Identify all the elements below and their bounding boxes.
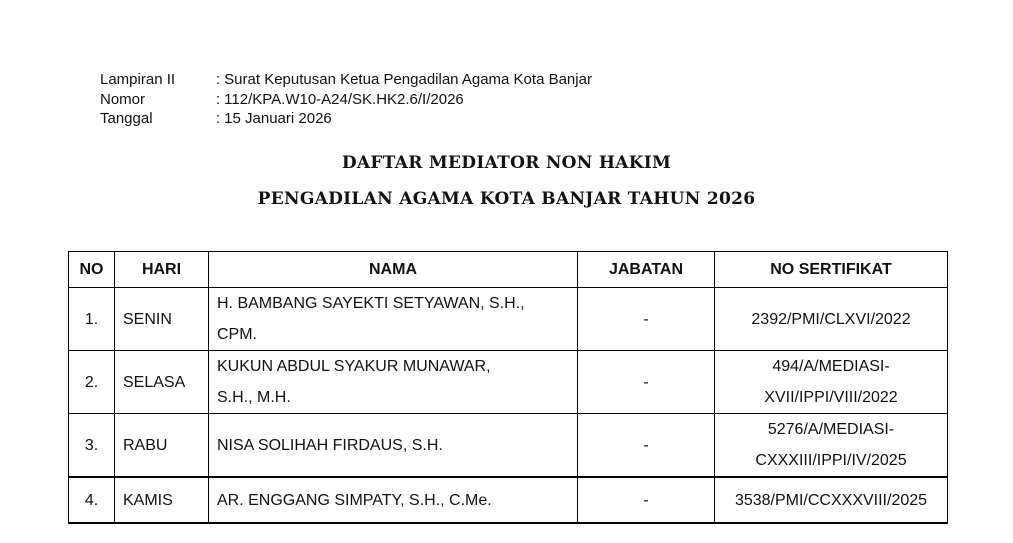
- header-label: Nomor: [100, 90, 146, 108]
- column-header-jabatan: JABATAN: [578, 252, 715, 288]
- cell-hari: RABU: [115, 414, 209, 478]
- column-header-no: NO: [69, 252, 115, 288]
- cell-jabatan: -: [578, 351, 715, 414]
- header-separator: :: [216, 71, 221, 88]
- sertifikat-line: 494/A/MEDIASI-: [772, 358, 890, 375]
- cell-hari: KAMIS: [115, 477, 209, 523]
- cell-hari: SENIN: [115, 288, 209, 351]
- nama-line: AR. ENGGANG SIMPATY, S.H., C.Me.: [217, 491, 492, 509]
- cell-sertifikat: [715, 477, 948, 523]
- cell-sertifikat: [715, 351, 948, 414]
- cell-sertifikat: [715, 414, 948, 478]
- sertifikat-line: 3538/PMI/CCXXXVIII/2025: [734, 491, 928, 509]
- cell-hari: SELASA: [115, 351, 209, 414]
- cell-jabatan: -: [578, 477, 715, 523]
- table-header-row: [69, 252, 948, 288]
- header-value: Surat Keputusan Ketua Pengadilan Agama Kota Banjar: [224, 71, 592, 88]
- header-separator: :: [216, 90, 221, 108]
- cell-no: 2.: [69, 351, 115, 414]
- nama-line: S.H., M.H.: [217, 389, 291, 406]
- header-separator: :: [216, 110, 221, 127]
- header-value: 112/KPA.W10-A24/SK.HK2.6/I/2026: [224, 90, 464, 108]
- nama-line: NISA SOLIHAH FIRDAUS, S.H.: [217, 436, 443, 454]
- cell-no: 4.: [69, 477, 115, 523]
- cell-no: 3.: [69, 414, 115, 478]
- nama-line: H. BAMBANG SAYEKTI SETYAWAN, S.H.,: [217, 295, 525, 312]
- mediator-table: [68, 251, 948, 524]
- cell-jabatan: -: [578, 288, 715, 351]
- cell-nama: [209, 477, 578, 523]
- cell-no: 1.: [69, 288, 115, 351]
- cell-jabatan: -: [578, 414, 715, 478]
- cell-nama: [209, 288, 578, 351]
- header-label: Lampiran II: [100, 71, 176, 88]
- document-title: DAFTAR MEDIATOR NON HAKIM: [341, 153, 672, 173]
- nama-line: CPM.: [217, 326, 257, 343]
- header-row-tanggal: [100, 109, 592, 129]
- header-value: 15 Januari 2026: [224, 110, 332, 127]
- document-header: [100, 70, 592, 129]
- header-label: Tanggal: [100, 110, 153, 127]
- table-row: [69, 414, 948, 478]
- cell-sertifikat: [715, 288, 948, 351]
- header-row-nomor: [100, 90, 592, 110]
- nama-line: KUKUN ABDUL SYAKUR MUNAWAR,: [217, 358, 491, 375]
- header-row-lampiran: [100, 70, 592, 90]
- table-row: [69, 288, 948, 351]
- column-header-hari: HARI: [115, 252, 209, 288]
- table-row: [69, 477, 948, 523]
- sertifikat-line: 2392/PMI/CLXVI/2022: [751, 310, 911, 328]
- sertifikat-line: 5276/A/MEDIASI-: [767, 421, 895, 438]
- column-header-sertifikat: NO SERTIFIKAT: [715, 252, 948, 288]
- sertifikat-line: CXXXIII/IPPI/IV/2025: [755, 452, 907, 469]
- column-header-nama: NAMA: [209, 252, 578, 288]
- cell-nama: [209, 414, 578, 478]
- table-row: [69, 351, 948, 414]
- sertifikat-line: XVII/IPPI/VIII/2022: [764, 389, 898, 406]
- cell-nama: [209, 351, 578, 414]
- document-subtitle: PENGADILAN AGAMA KOTA BANJAR TAHUN 2026: [257, 189, 756, 209]
